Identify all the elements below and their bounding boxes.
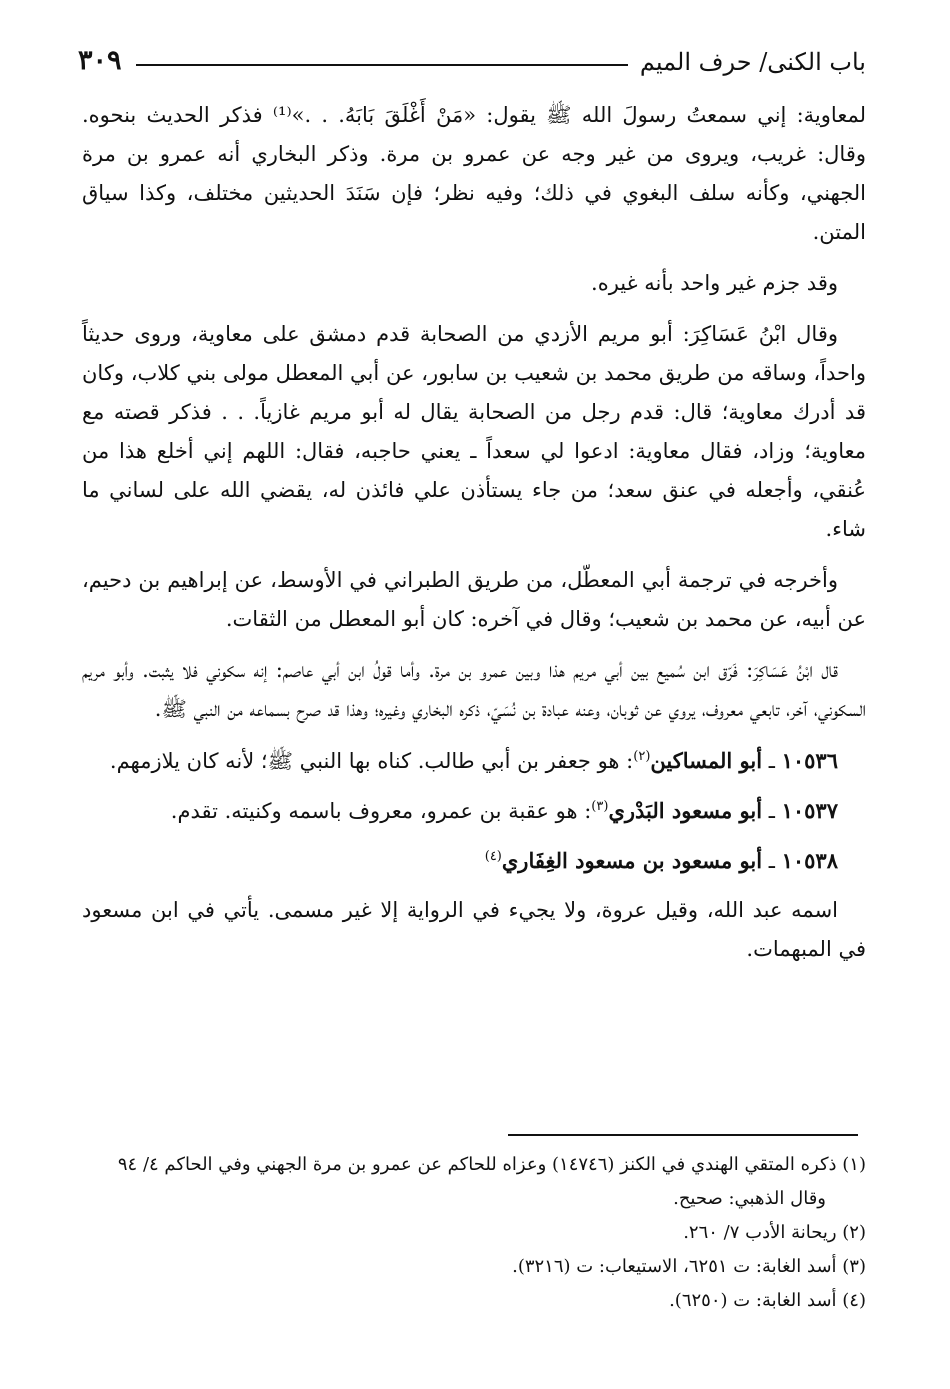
page-header	[78, 36, 866, 76]
header-rule	[136, 64, 628, 66]
footnote-4: (٤) أسد الغابة: ت (٦٢٥٠).	[669, 1290, 866, 1311]
entry-number: ١٠٥٣٧	[781, 798, 838, 823]
paragraph-6: اسمه عبد الله، وقيل عروة، ولا يجيء في الرواية إلا غير مسمى. يأتي في ابن مسعود في المبهمات.	[82, 898, 866, 961]
entry-number: ١٠٥٣٦	[781, 748, 838, 773]
footnote-reference: (٢)	[633, 749, 651, 764]
footnote-separator	[508, 1134, 858, 1136]
entry-10536: ١٠٥٣٦ ـ أبو المساكين$^{(٢)}$: هو جعفر بن أبي طالب. كناه بها النبي ﷺ؛ لأنه كان يلازمهم.	[109, 748, 838, 773]
footnotes	[82, 1148, 866, 1318]
footnote-1-text: (١) ذكره المتقي الهندي في الكنز (١٤٧٤٦) وعزاه للحاكم عن عمرو بن مرة الجهني وفي الحاكم ٤/ ٩٤	[117, 1154, 866, 1175]
main-text	[82, 96, 866, 981]
footnote-1-continuation: وقال الذهبي: صحيح.	[673, 1188, 826, 1209]
paragraph-4: وأخرجه في ترجمة أبي المعطّل، من طريق الطبراني في الأوسط، عن إبراهيم بن دحيم، عن أبيه، عن محمد بن شعيب؛ وقال في آخره: كان أبو المعطل من الثقات.	[82, 568, 866, 631]
paragraph-1: لمعاوية: إني سمعتُ رسولَ الله ﷺ يقول: «مَنْ أَغْلَقَ بَابَهُ. . .»⁽¹⁾ فذكر الحديث بنحوه. وقال: غريب، ويروى من غير وجه عن عمرو بن مرة. وذكر البخاري أنه عمرو بن مرة الجهني، وكأنه سلف البغوي في ذلك؛ وفيه نظر؛ فإن سَنَدَ الحديثين مختلف، وكذا سياق المتن.	[82, 103, 866, 244]
entry-text: : هو عقبة بن عمرو، معروف باسمه وكنيته. تقدم.	[170, 799, 592, 823]
footnote-1	[82, 1148, 866, 1216]
footnote-2: (٢) ريحانة الأدب ٧/ ٢٦٠.	[683, 1222, 866, 1243]
entry-number: ١٠٥٣٨	[781, 848, 838, 873]
entry-name: أبو مسعود البَدْري	[608, 798, 763, 823]
entry-10538: ١٠٥٣٨ ـ أبو مسعود بن مسعود الغِفَاري$^{(٤)}$	[484, 848, 838, 873]
paragraph-5: قال ابْنُ عَسَاكِرَ: فَرّق ابن سُميع بين أبي مريم هذا وبين عمرو بن مرة. وأما قولُ ابن أبي عاصم: إنه سكوني فلا يثبت. وأبو مريم السكوني، آخر، تابعي معروف، يروي عن ثوبان، وعنه عبادة بن نُسَيّ، ذكره البخاري وغيره؛ وهذا قد صرح بسماعه من النبي ﷺ.	[82, 658, 866, 721]
entry-10537: ١٠٥٣٧ ـ أبو مسعود البَدْري$^{(٣)}$: هو عقبة بن عمرو، معروف باسمه وكنيته. تقدم.	[170, 798, 838, 823]
entry-name: أبو المساكين	[650, 748, 763, 773]
entry-text: : هو جعفر بن أبي طالب. كناه بها النبي ﷺ؛ لأنه كان يلازمهم.	[109, 749, 634, 773]
paragraph-2: وقد جزم غير واحد بأنه غيره.	[591, 271, 838, 295]
running-title: باب الكنى/ حرف الميم	[639, 48, 866, 76]
footnote-3: (٣) أسد الغابة: ت ٦٢٥١، الاستيعاب: ت (٣٢١٦).	[512, 1256, 866, 1277]
page-number: ٣٠٩	[78, 45, 122, 76]
entry-name: أبو مسعود بن مسعود الغِفَاري	[501, 848, 763, 873]
footnote-reference: (٣)	[591, 799, 609, 814]
footnote-reference: (٤)	[484, 849, 502, 864]
paragraph-3: وقال ابْنُ عَسَاكِرَ: أبو مريم الأزدي من الصحابة قدم دمشق على معاوية، وروى حديثاً واحداً، وساقه من طريق محمد بن شعيب بن سابور، عن أبي المعطل مولى بني كلاب، وكان قد أدرك معاوية؛ قال: قدم رجل من الصحابة يقال له أبو مريم غازياً. . . فذكر قصته مع معاوية؛ وزاد، فقال معاوية: ادعوا لي سعداً ـ يعني حاجبه، فقال: اللهم إني أخلع هذا من عُنقي، وأجعله في عنق سعد؛ من جاء يستأذن علي فائذن له، يقضي الله على لساني ما شاء.	[82, 322, 866, 541]
